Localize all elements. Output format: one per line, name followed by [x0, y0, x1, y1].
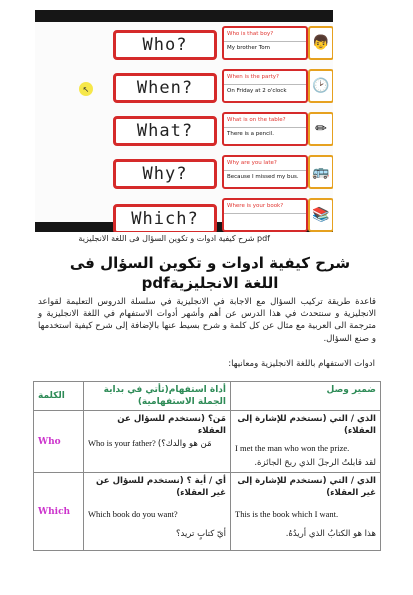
tool-example-en: Which book do you want? [88, 509, 178, 519]
pencil-icon: ✏ [308, 112, 333, 146]
example-answer: There is a pencil. [227, 131, 274, 137]
pronoun-example-en: I met the man who won the prize. [235, 443, 350, 453]
header-relative-pronoun: ضمير وصل [231, 382, 381, 411]
example-answer: Because I missed my bus. [227, 174, 299, 180]
example-question: What is on the table? [224, 114, 306, 128]
image-canvas [35, 22, 333, 229]
word-cell: Who [34, 411, 84, 473]
table-row [34, 411, 381, 473]
boy-icon: 👦 [308, 26, 333, 60]
pronoun-example-ar: لقد قابلتُ الرجلَ الذي ربحَ الجائزة. [254, 458, 376, 468]
example-card [222, 198, 308, 232]
question-word-card: What? [113, 116, 217, 146]
pointer-icon: ↖ [79, 82, 93, 96]
example-card [222, 26, 308, 60]
pronoun-cell [231, 473, 381, 551]
question-word-card: Who? [113, 30, 217, 60]
table-header-row [34, 382, 381, 411]
header-question-tool: أداة استفهام(تأتي في بداية الجملة الاستفهامية) [84, 382, 231, 411]
example-question: When is the party? [224, 71, 306, 85]
image-caption: pdf شرح كيفية ادوات و تكوين السؤال فى اللغة الانجليزية [78, 234, 270, 243]
question-word-card: Which? [113, 204, 217, 232]
question-word-card: Why? [113, 159, 217, 189]
header-word: الكلمة [34, 382, 84, 411]
example-answer: On Friday at 2 o'clock [227, 88, 287, 94]
tool-description: مَن؟ (نستخدم للسؤال عن العقلاء [117, 414, 226, 436]
pronoun-cell [231, 411, 381, 473]
question-row [35, 194, 333, 232]
pronoun-description: الذي / التي (نستخدم للإشارة إلى العقلاء) [237, 414, 376, 436]
question-word-card: When? [113, 73, 217, 103]
example-answer [224, 214, 306, 217]
example-card [222, 112, 308, 146]
tool-example-en-text: Who is your father? [88, 438, 156, 448]
page-title: شرح كيفية ادوات و تكوين السؤال فى اللغة الانجليزيةpdf [69, 254, 351, 292]
tool-cell [84, 411, 231, 473]
question-row [35, 22, 333, 62]
example-question: Who is that boy? [224, 28, 306, 42]
pronoun-description: الذي / التي (نستخدم للإشارة إلى غير العقلاء) [237, 476, 376, 498]
tool-cell [84, 473, 231, 551]
word-cell: Which [34, 473, 84, 551]
example-question: Why are you late? [224, 157, 306, 171]
intro-paragraph: قاعدة طريقة تركيب السؤال مع الاجابة في الانجليزية في سلسلة الدروس التعليمة لقواعد الانجليزية و سنتحدث في هذا الدرس عن أهم وأشهر أدوات الاستفهام في اللغة الانجليزية و مترجمة الى العربية مع مثال عن كل كلمة و شرح بسيط عنها بالإضافة إلى شرح كيفية استخدمها و صنع السؤال. [38, 297, 376, 344]
tool-description: أي / أية ؟ (نستخدم للسؤال عن غير العقلاء) [95, 476, 226, 498]
question-words-table [33, 381, 381, 551]
question-row [35, 65, 333, 105]
example-answer: My brother Tom [227, 45, 270, 51]
lesson-image [35, 10, 333, 232]
example-card [222, 69, 308, 103]
tool-example-en [88, 438, 226, 449]
question-row [35, 108, 333, 148]
clock-icon: 🕑 [308, 69, 333, 103]
section-subtitle: ادوات الاستفهام باللغة الانجليزية ومعانيها: [228, 359, 375, 369]
example-card [222, 155, 308, 189]
tool-example-ar: أيّ كتابٍ تريد؟ [175, 529, 226, 539]
books-icon: 📚 [308, 198, 333, 232]
example-question: Where is your book? [224, 200, 306, 214]
tool-example-ar: (مَن هو والدك؟ [157, 439, 212, 449]
pronoun-example-en: This is the book which I want. [235, 509, 339, 519]
table-row [34, 473, 381, 551]
question-row [35, 151, 333, 191]
bus-icon: 🚌 [308, 155, 333, 189]
pronoun-example-ar: هذا هو الكتابُ الذي أريدُهُ. [285, 529, 376, 539]
